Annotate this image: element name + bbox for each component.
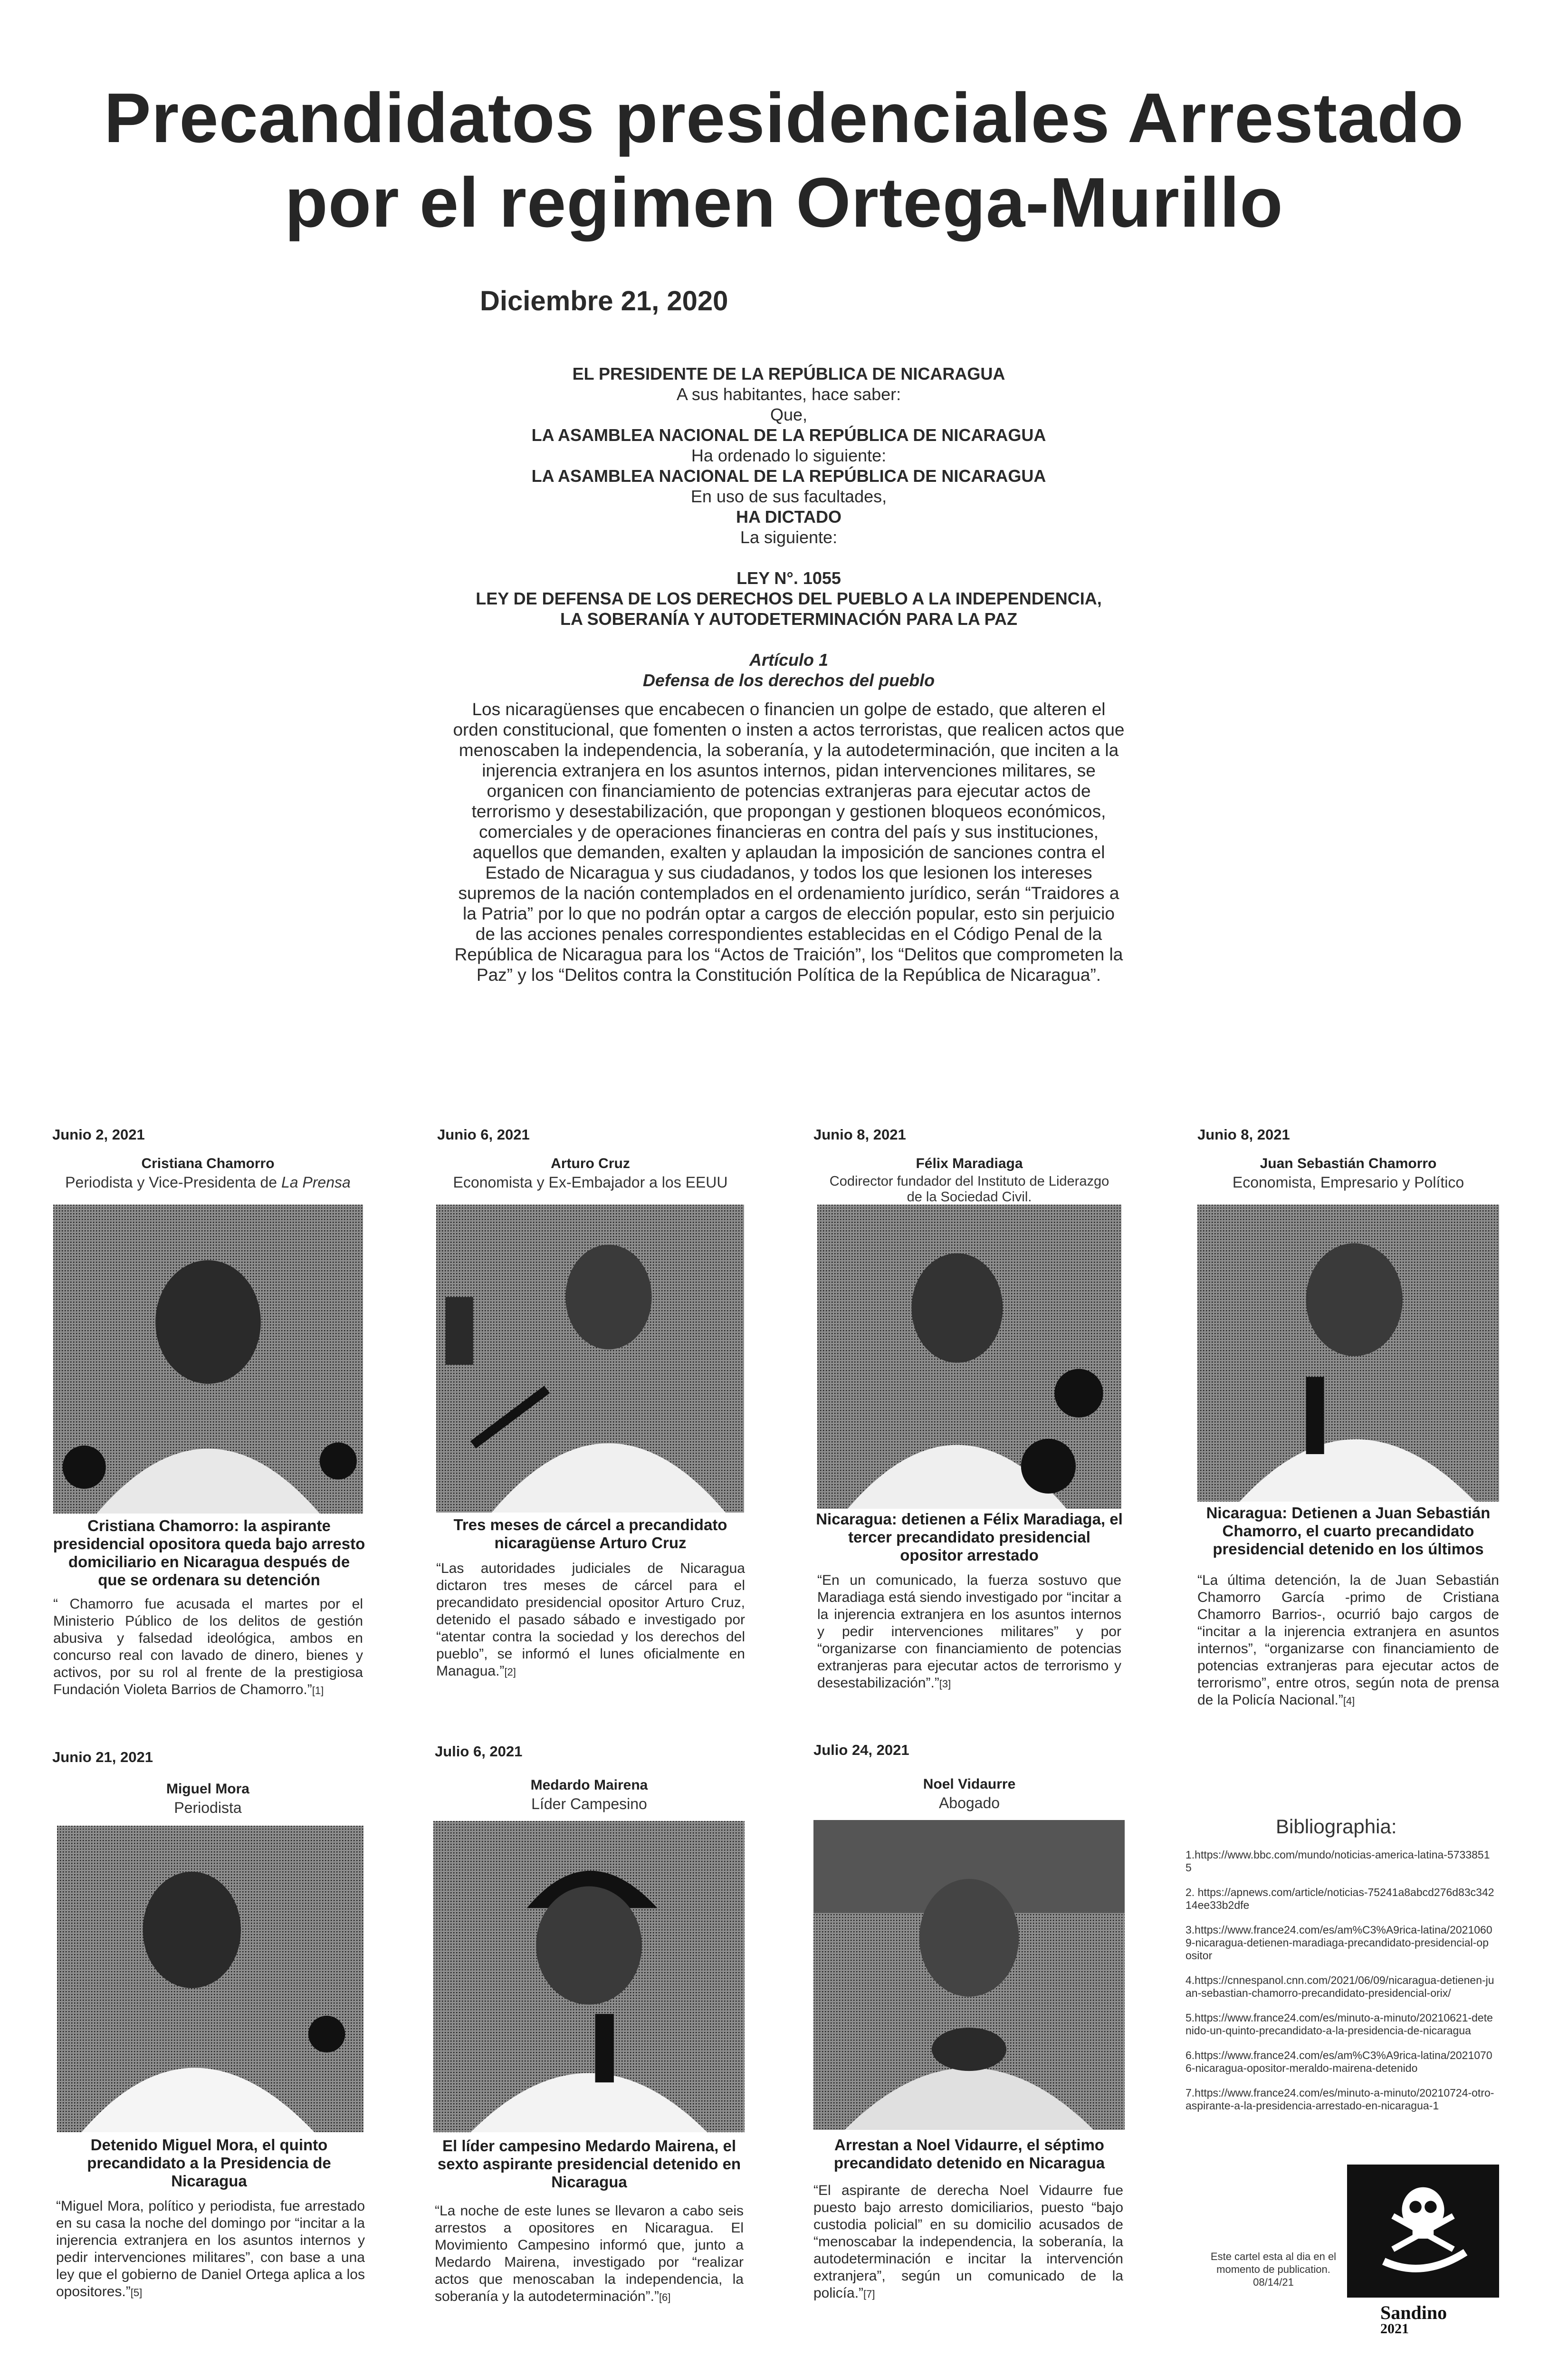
candidate-photo bbox=[817, 1205, 1121, 1509]
bibliography-item: 5.https://www.france24.com/es/minuto-a-minuto/20210621-detenido-un-quinto-precandidato-a-la-presidencia-de-nicaragua bbox=[1186, 2012, 1493, 2037]
news-quote: “La noche de este lunes se llevaron a cabo seis arrestos a opositores en Nicaragua. El Movimiento Campesino informó que, junto a Medardo Mairena, investigado por “realizar actos que menoscaban la independencia, la soberanía y la autodeterminación”.”[6] bbox=[435, 2203, 744, 2304]
law-line: EL PRESIDENTE DE LA REPÚBLICA DE NICARAGUA bbox=[572, 364, 1005, 383]
bibliography-item: 6.https://www.france24.com/es/am%C3%A9rica-latina/20210706-nicaragua-opositor-meraldo-mairena-detenido bbox=[1186, 2049, 1492, 2074]
bibliography-item: 4.https://cnnespanol.cnn.com/2021/06/09/nicaragua-detienen-juan-sebastian-chamorro-precandidato-presidencial-orix/ bbox=[1186, 1974, 1494, 1999]
reference-mark: [6] bbox=[659, 2291, 671, 2303]
law-line: La siguiente: bbox=[740, 527, 838, 547]
law-line: Ha ordenado lo siguiente: bbox=[691, 446, 887, 465]
law-text bbox=[451, 364, 1126, 985]
arrest-date: Julio 6, 2021 bbox=[435, 1743, 523, 1760]
reference-mark: [3] bbox=[939, 1678, 951, 1690]
arrest-date: Junio 8, 2021 bbox=[813, 1126, 906, 1143]
arrest-date: Julio 24, 2021 bbox=[813, 1742, 909, 1758]
candidate-role: Codirector fundador del Instituto de Liderazgo de la Sociedad Civil. bbox=[829, 1174, 1109, 1205]
candidate-role: Economista y Ex-Embajador a los EEUU bbox=[453, 1174, 728, 1191]
law-line: Que, bbox=[770, 405, 808, 424]
law-line: LA ASAMBLEA NACIONAL DE LA REPÚBLICA DE NICARAGUA bbox=[531, 425, 1046, 445]
news-quote: “El aspirante de derecha Noel Vidaurre fue puesto bajo arresto domiciliarios, puesto “bajo custodia policial” en su domicilio acusados de “menoscabar la independencia, la soberanía, la autodeterminación e incitar la intervención extranjera”, según un comunicado de la policía.”[7] bbox=[813, 2183, 1123, 2301]
candidate-photo bbox=[433, 1821, 745, 2132]
main-date: Diciembre 21, 2020 bbox=[480, 286, 728, 316]
law-line: HA DICTADO bbox=[736, 507, 841, 527]
candidate-role: Líder Campesino bbox=[531, 1795, 647, 1812]
news-quote: “La última detención, la de Juan Sebastián Chamorro García -primo de Cristiana Chamorro Barrios-, ocurrió bajo cargos de “incitar a la injerencia extranjera en asuntos internos”, “organizarse con financiamiento de potencias extranjeras para ejecutar actos de terrorismo”, entre otros, según nota de prensa de la Policía Nacional.”[4] bbox=[1197, 1572, 1499, 1708]
candidate-role: Periodista y Vice-Presidenta de La Prensa bbox=[65, 1174, 351, 1191]
reference-mark: [7] bbox=[863, 2288, 875, 2300]
headline: Nicaragua: detienen a Félix Maradiaga, el tercer precandidato presidencial opositor arrestado bbox=[816, 1510, 1123, 1564]
bibliography-list bbox=[1186, 1849, 1494, 2124]
candidate-photo bbox=[1197, 1205, 1499, 1502]
law-line: En uso de sus facultades, bbox=[690, 487, 887, 506]
headline: Nicaragua: Detienen a Juan Sebastián Chamorro, el cuarto precandidato presidencial detenido en los últimos bbox=[1206, 1504, 1491, 1558]
candidate-photo bbox=[53, 1205, 363, 1514]
article-body: Los nicaragüenses que encabecen o financien un golpe de estado, que alteren el orden constitucional, que fomenten o insten a actos terroristas, que realicen actos que menoscaben la independencia, la soberanía, y la autodeterminación, que inciten a la injerencia extranjera en los asuntos internos, pidan intervenciones militares, se organicen con financiamiento de potencias extranjeras para ejecutar actos de terrorismo y desestabilización, que propongan y gestionen bloqueos económicos, comerciales y de operaciones financieras en contra del país y sus instituciones, aquellos que demanden, exalten y aplaudan la imposición de sanciones contra el Estado de Nicaragua y sus ciudadanos, y todos los que lesionen los intereses supremos de la nación contemplados en el ordenamiento jurídico, serán “Traidores a la Patria” por lo que no podrán optar a cargos de elección popular, esto sin perjuicio de las acciones penales correspondientes establecidas en el Código Penal de la República de Nicaragua para los “Actos de Traición”, los “Delitos que comprometen la Paz” y los “Delitos contra la Constitución Política de la República de Nicaragua”. bbox=[453, 699, 1125, 985]
news-quote: “Miguel Mora, político y periodista, fue arrestado en su casa la noche del domingo por “incitar a la injerencia extranjera en los asuntos internos y pedir intervenciones militares”, con base a una ley que el gobierno de Daniel Ortega aplica a los opositores.”[5] bbox=[56, 2198, 365, 2299]
headline: Tres meses de cárcel a precandidato nicaragüense Arturo Cruz bbox=[453, 1516, 727, 1552]
arrest-date: Junio 8, 2021 bbox=[1197, 1126, 1290, 1143]
candidate-name: Félix Maradiaga bbox=[916, 1156, 1023, 1171]
reference-mark: [1] bbox=[312, 1685, 324, 1696]
candidate-role: Periodista bbox=[174, 1799, 242, 1816]
bibliography-item: 3.https://www.france24.com/es/am%C3%A9rica-latina/20210609-nicaragua-detienen-maradiaga-precandidato-presidencial-opositor bbox=[1186, 1924, 1492, 1962]
headline: Detenido Miguel Mora, el quinto precandidato a la Presidencia de Nicaragua bbox=[87, 2136, 331, 2190]
candidate-photo bbox=[436, 1205, 744, 1513]
bibliography-item: 1.https://www.bbc.com/mundo/noticias-america-latina-57338515 bbox=[1186, 1849, 1490, 1874]
news-quote: “En un comunicado, la fuerza sostuvo que Maradiaga está siendo investigado por “incitar a la injerencia extranjera en los asuntos internos y pedir intervenciones militares” y por “organizarse con financiamiento de potencias extranjeras para ejecutar actos de terrorismo y desestabilización”.”[3] bbox=[817, 1572, 1121, 1691]
candidate-name: Juan Sebastián Chamorro bbox=[1260, 1156, 1437, 1171]
bibliography-title: Bibliographia: bbox=[1276, 1815, 1397, 1838]
candidate-name: Noel Vidaurre bbox=[923, 1776, 1016, 1792]
skull-machete-icon bbox=[1347, 2165, 1499, 2298]
headline: Cristiana Chamorro: la aspirante presidencial opositora queda bajo arresto domiciliario en Nicaragua después de que se ordenara su detención bbox=[53, 1517, 365, 1589]
candidate-name: Medardo Mairena bbox=[530, 1777, 648, 1793]
law-title: LA SOBERANÍA Y AUTODETERMINACIÓN PARA LA PAZ bbox=[560, 609, 1018, 629]
page-title bbox=[0, 76, 1568, 245]
bibliography-item: 7.https://www.france24.com/es/minuto-a-minuto/20210724-otro-aspirante-a-la-presidencia-arrestado-en-nicaragua-1 bbox=[1186, 2087, 1494, 2112]
law-line: A sus habitantes, hace saber: bbox=[676, 384, 901, 404]
law-title: LEY DE DEFENSA DE LOS DERECHOS DEL PUEBLO A LA INDEPENDENCIA, bbox=[476, 589, 1102, 608]
reference-mark: [4] bbox=[1343, 1695, 1355, 1707]
news-quote: “Las autoridades judiciales de Nicaragua dictaron tres meses de cárcel para el precandidato presidencial opositor Arturo Cruz, detenido el pasado sábado e investigado por “atentar contra la sociedad y los derechos del pueblo”, se informó el lunes oficialmente en Managua.”[2] bbox=[436, 1561, 745, 1679]
law-line: LA ASAMBLEA NACIONAL DE LA REPÚBLICA DE NICARAGUA bbox=[531, 466, 1046, 486]
article-number: Artículo 1 bbox=[749, 650, 829, 670]
sandino-logo bbox=[1347, 2165, 1499, 2298]
candidate-photo bbox=[813, 1820, 1125, 2130]
title-line-2: por el regimen Ortega-Murillo bbox=[285, 163, 1283, 242]
news-quote: “ Chamorro fue acusada el martes por el Ministerio Público de los delitos de gestión abusiva y falsedad ideológica, ambos en concurso real con lavado de dinero, bienes y activos, por su rol al frente de la prestigiosa Fundación Violeta Barrios de Chamorro.”[1] bbox=[53, 1596, 363, 1697]
bibliography-item: 2. https://apnews.com/article/noticias-75241a8abcd276d83c34214ee33b2dfe bbox=[1186, 1886, 1494, 1911]
candidate-photo bbox=[57, 1826, 363, 2132]
footer-note: Este cartel esta al dia en el momento de publication. 08/14/21 bbox=[1210, 2251, 1337, 2288]
arrest-date: Junio 2, 2021 bbox=[52, 1126, 145, 1143]
reference-mark: [5] bbox=[130, 2287, 143, 2299]
arrest-date: Junio 21, 2021 bbox=[52, 1749, 153, 1765]
title-line-1: Precandidatos presidenciales Arrestado bbox=[104, 79, 1464, 157]
reference-mark: [2] bbox=[504, 1666, 516, 1678]
logo-wordmark: Sandino 2021 bbox=[1380, 2302, 1447, 2337]
candidate-role: Economista, Empresario y Político bbox=[1232, 1174, 1464, 1191]
arrest-date: Junio 6, 2021 bbox=[437, 1126, 530, 1143]
headline: El líder campesino Medardo Mairena, el sexto aspirante presidencial detenido en Nicaragua bbox=[437, 2137, 741, 2191]
law-number: LEY N°. 1055 bbox=[736, 568, 841, 588]
candidate-name: Miguel Mora bbox=[166, 1781, 249, 1797]
candidate-name: Cristiana Chamorro bbox=[141, 1156, 275, 1171]
headline: Arrestan a Noel Vidaurre, el séptimo precandidato detenido en Nicaragua bbox=[833, 2136, 1105, 2172]
candidate-name: Arturo Cruz bbox=[551, 1156, 630, 1171]
article-title: Defensa de los derechos del pueblo bbox=[642, 671, 935, 690]
candidate-role: Abogado bbox=[938, 1794, 1000, 1811]
